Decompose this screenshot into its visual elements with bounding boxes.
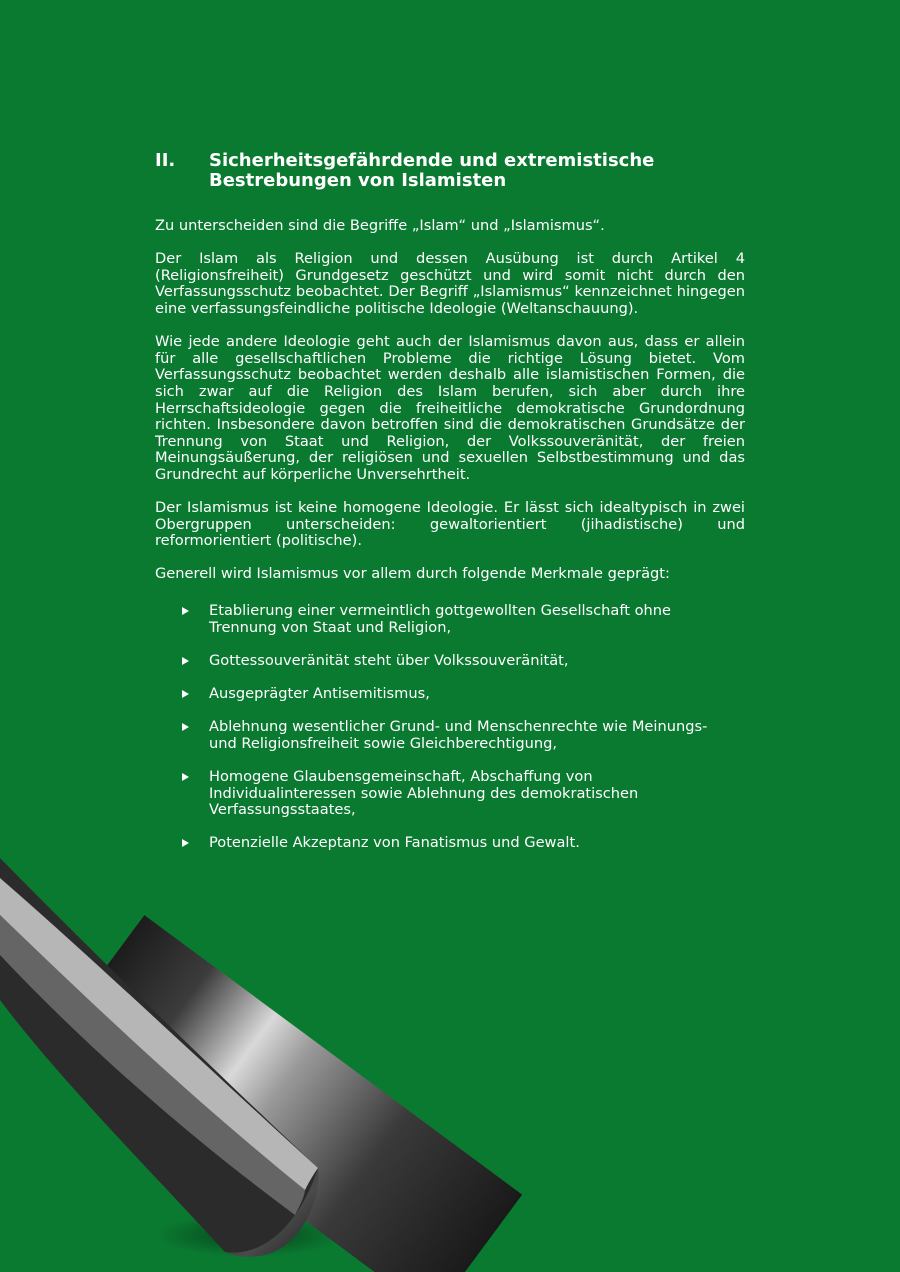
list-item <box>155 835 739 852</box>
list-item-text: Etablierung einer vermeintlich gottgewollten Gesellschaft ohne Trennung von Staat und Religion, <box>209 602 672 636</box>
section-title-line-2: Bestrebungen von Islamisten <box>209 170 507 191</box>
bullet-triangle-icon <box>182 607 189 615</box>
paragraph-religion: Der Islam als Religion und dessen Ausübung ist durch Artikel 4 (Religionsfreiheit) Grundgesetz geschützt und wird somit nicht durch den Verfassungsschutz beobachtet. Der Begriff „Islamismus“ kennzeichnet hingegen eine verfassungsfeindliche politische Ideologie (Weltanschauung). <box>155 250 745 317</box>
list-item-text: Homogene Glaubensgemeinschaft, Abschaffung von Individualinteressen sowie Ablehnung des demokratischen Verfassungsstaates, <box>209 768 639 819</box>
list-item-text: Potenzielle Akzeptanz von Fanatismus und Gewalt. <box>209 834 580 852</box>
paragraph-features-lead: Generell wird Islamismus vor allem durch folgende Merkmale geprägt: <box>155 565 670 583</box>
list-item <box>155 719 739 752</box>
bullet-triangle-icon <box>182 773 189 781</box>
paragraph-ideology: Wie jede andere Ideologie geht auch der Islamismus davon aus, dass er allein für alle gesellschaftlichen Probleme die richtige Lösung bietet. Vom Verfassungsschutz beobachtet werden deshalb alle islamistischen Formen, die sich zwar auf die Religion des Islam berufen, sich aber durch ihre Herrschaftsideologie gegen die freiheitliche demokratische Grundordnung richten. Insbesondere davon betroffen sind die demokratischen Grundsätze der Trennung von Staat und Religion, der Volkssouveränität, der freien Meinungsäußerung, der religiösen und sexuellen Selbstbestimmung und das Grundrecht auf körperliche Unversehrtheit. <box>155 333 745 483</box>
list-item <box>155 653 739 670</box>
bullet-triangle-icon <box>182 657 189 665</box>
bullet-triangle-icon <box>182 723 189 731</box>
paragraph-intro: Zu unterscheiden sind die Begriffe „Islam“ und „Islamismus“. <box>155 217 605 234</box>
bullet-triangle-icon <box>182 839 189 847</box>
section-heading <box>155 151 755 191</box>
feature-list <box>155 603 745 852</box>
section-number: II. <box>155 150 176 171</box>
list-item-text: Gottessouveränität steht über Volkssouveränität, <box>209 651 569 669</box>
bullet-triangle-icon <box>182 690 189 698</box>
list-item <box>155 769 739 819</box>
list-item-text: Ablehnung wesentlicher Grund- und Menschenrechte wie Meinungs- und Religionsfreiheit sowie Gleichberechtigung, <box>209 718 708 752</box>
body-text <box>155 218 745 869</box>
list-item <box>155 603 739 636</box>
section-title-line-1: Sicherheitsgefährdende und extremistische <box>209 150 655 171</box>
section-title <box>209 151 755 191</box>
list-item-text: Ausgeprägter Antisemitismus, <box>209 685 430 703</box>
list-item <box>155 686 739 703</box>
paragraph-types: Der Islamismus ist keine homogene Ideologie. Er lässt sich idealtypisch in zwei Obergruppen unterscheiden: gewaltorientiert (jihadistische) und reformorientiert (politische). <box>155 499 745 550</box>
